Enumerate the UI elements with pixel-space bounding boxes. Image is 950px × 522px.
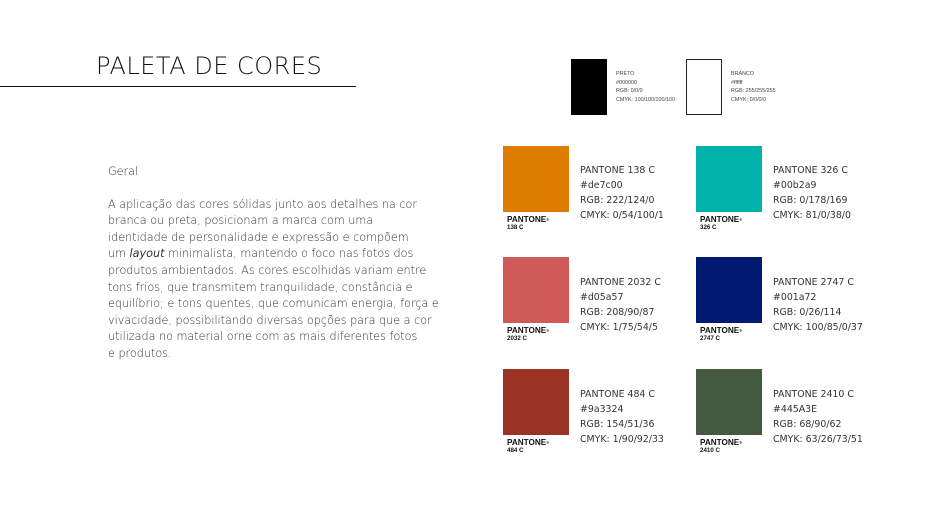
color-swatch xyxy=(696,369,762,435)
color-name: PANTONE 2747 C xyxy=(773,277,854,288)
color-swatch xyxy=(503,369,569,435)
color-info-2747c xyxy=(773,275,863,335)
pantone-brand-text: PANTONE xyxy=(700,215,740,224)
color-hex: #ffffff xyxy=(731,79,743,86)
pantone-code: 484 C xyxy=(507,447,524,454)
pantone-brand xyxy=(700,215,762,224)
description-line: utilizada no material orne com as mais diferentes fotos xyxy=(108,330,418,344)
pantone-brand xyxy=(507,215,569,224)
description-paragraph xyxy=(108,197,458,363)
title-underline xyxy=(0,86,356,87)
pantone-chip-2410c xyxy=(696,369,762,454)
color-name: PANTONE 138 C xyxy=(580,165,655,176)
color-cmyk: CMYK: 0/54/100/1 xyxy=(580,210,664,221)
description-line: identidade de personalidade e expressão e compõem xyxy=(108,230,409,244)
registered-mark: ® xyxy=(546,328,550,333)
pantone-code: 2747 C xyxy=(700,335,720,342)
registered-mark: ® xyxy=(739,440,743,445)
color-rgb: RGB: 208/90/87 xyxy=(580,307,655,318)
pantone-brand-text: PANTONE xyxy=(507,438,547,447)
color-info-2032c xyxy=(580,275,661,335)
color-hex: #d05a57 xyxy=(580,292,624,303)
pantone-chip-326c xyxy=(696,146,762,231)
color-swatch xyxy=(571,59,607,115)
color-name: PANTONE 484 C xyxy=(580,389,655,400)
description-line: branca ou preta, posicionam a marca com uma xyxy=(108,214,374,228)
neutral-swatch-white xyxy=(686,59,776,115)
pantone-code: 326 C xyxy=(700,224,717,231)
color-cmyk: CMYK: 100/100/100/100 xyxy=(616,96,676,103)
color-rgb: RGB: 222/124/0 xyxy=(580,195,655,206)
pantone-brand-text: PANTONE xyxy=(700,326,740,335)
color-hex: #00b2a9 xyxy=(773,180,817,191)
description-line: tons frios, que transmitem tranquilidade, constância e xyxy=(108,280,413,294)
color-cmyk: CMYK: 1/75/54/5 xyxy=(580,322,658,333)
color-hex: #de7c00 xyxy=(580,180,623,191)
color-swatch xyxy=(503,257,569,323)
description-line-layout xyxy=(108,246,458,263)
description-line: equilíbrio; e tons quentes, que comunicam energia, força e xyxy=(108,297,439,311)
pantone-chip-138c xyxy=(503,146,569,231)
color-rgb: RGB: 154/51/36 xyxy=(580,419,655,430)
registered-mark: ® xyxy=(739,328,743,333)
pantone-code: 2032 C xyxy=(507,335,527,342)
pantone-brand-text: PANTONE xyxy=(507,326,547,335)
color-rgb: RGB: 0/178/169 xyxy=(773,195,848,206)
pantone-brand xyxy=(507,326,569,335)
color-name: PRETO xyxy=(616,71,635,77)
pantone-code: 2410 C xyxy=(700,447,720,454)
color-hex: #000000 xyxy=(616,79,637,86)
color-name: PANTONE 326 C xyxy=(773,165,848,176)
pantone-brand xyxy=(507,438,569,447)
description-block xyxy=(108,164,458,363)
color-name: PANTONE 2410 C xyxy=(773,389,854,400)
neutral-swatch-black xyxy=(571,59,675,115)
color-cmyk: CMYK: 81/0/38/0 xyxy=(773,210,851,221)
description-line: vivacidade, possibilitando diversas opções para que a cor xyxy=(108,313,432,327)
pantone-chip-2747c xyxy=(696,257,762,342)
color-info xyxy=(731,70,776,104)
color-cmyk: CMYK: 100/85/0/37 xyxy=(773,322,863,333)
color-name: BRANCO xyxy=(731,71,755,77)
color-info xyxy=(616,70,675,104)
color-swatch xyxy=(686,59,722,115)
pantone-chip-484c xyxy=(503,369,569,454)
registered-mark: ® xyxy=(546,440,550,445)
page-title: PALETA DE CORES xyxy=(96,52,323,80)
description-emphasis: layout xyxy=(129,247,165,261)
pantone-brand xyxy=(700,326,762,335)
description-heading: Geral xyxy=(108,165,139,178)
color-rgb: RGB: 0/26/114 xyxy=(773,307,842,318)
description-line: A aplicação das cores sólidas junto aos detalhes na cor xyxy=(108,197,417,211)
pantone-brand xyxy=(700,438,762,447)
color-hex: #001a72 xyxy=(773,292,817,303)
color-hex: #9a3324 xyxy=(580,404,624,415)
color-swatch xyxy=(503,146,569,212)
color-info-138c xyxy=(580,163,664,223)
pantone-chip-2032c xyxy=(503,257,569,342)
color-hex: #445A3E xyxy=(773,404,818,415)
pantone-brand-text: PANTONE xyxy=(700,438,740,447)
color-rgb: RGB: 0/0/0 xyxy=(616,88,643,95)
description-text: minimalista, mantendo o foco nas fotos dos xyxy=(164,247,414,261)
color-info-484c xyxy=(580,387,664,447)
registered-mark: ® xyxy=(739,217,743,222)
registered-mark: ® xyxy=(546,217,550,222)
color-rgb: RGB: 255/255/255 xyxy=(731,88,776,95)
color-cmyk: CMYK: 0/0/0/0 xyxy=(731,96,767,103)
color-cmyk: CMYK: 63/26/73/51 xyxy=(773,434,863,445)
color-cmyk: CMYK: 1/90/92/33 xyxy=(580,434,664,445)
color-name: PANTONE 2032 C xyxy=(580,277,661,288)
pantone-code: 138 C xyxy=(507,224,524,231)
description-text: um xyxy=(108,247,130,261)
color-rgb: RGB: 68/90/62 xyxy=(773,419,842,430)
description-line: produtos ambientados. As cores escolhidas variam entre xyxy=(108,263,427,277)
color-swatch xyxy=(696,257,762,323)
description-line: e produtos. xyxy=(108,346,172,360)
color-info-2410c xyxy=(773,387,863,447)
pantone-brand-text: PANTONE xyxy=(507,215,547,224)
color-info-326c xyxy=(773,163,851,223)
color-swatch xyxy=(696,146,762,212)
